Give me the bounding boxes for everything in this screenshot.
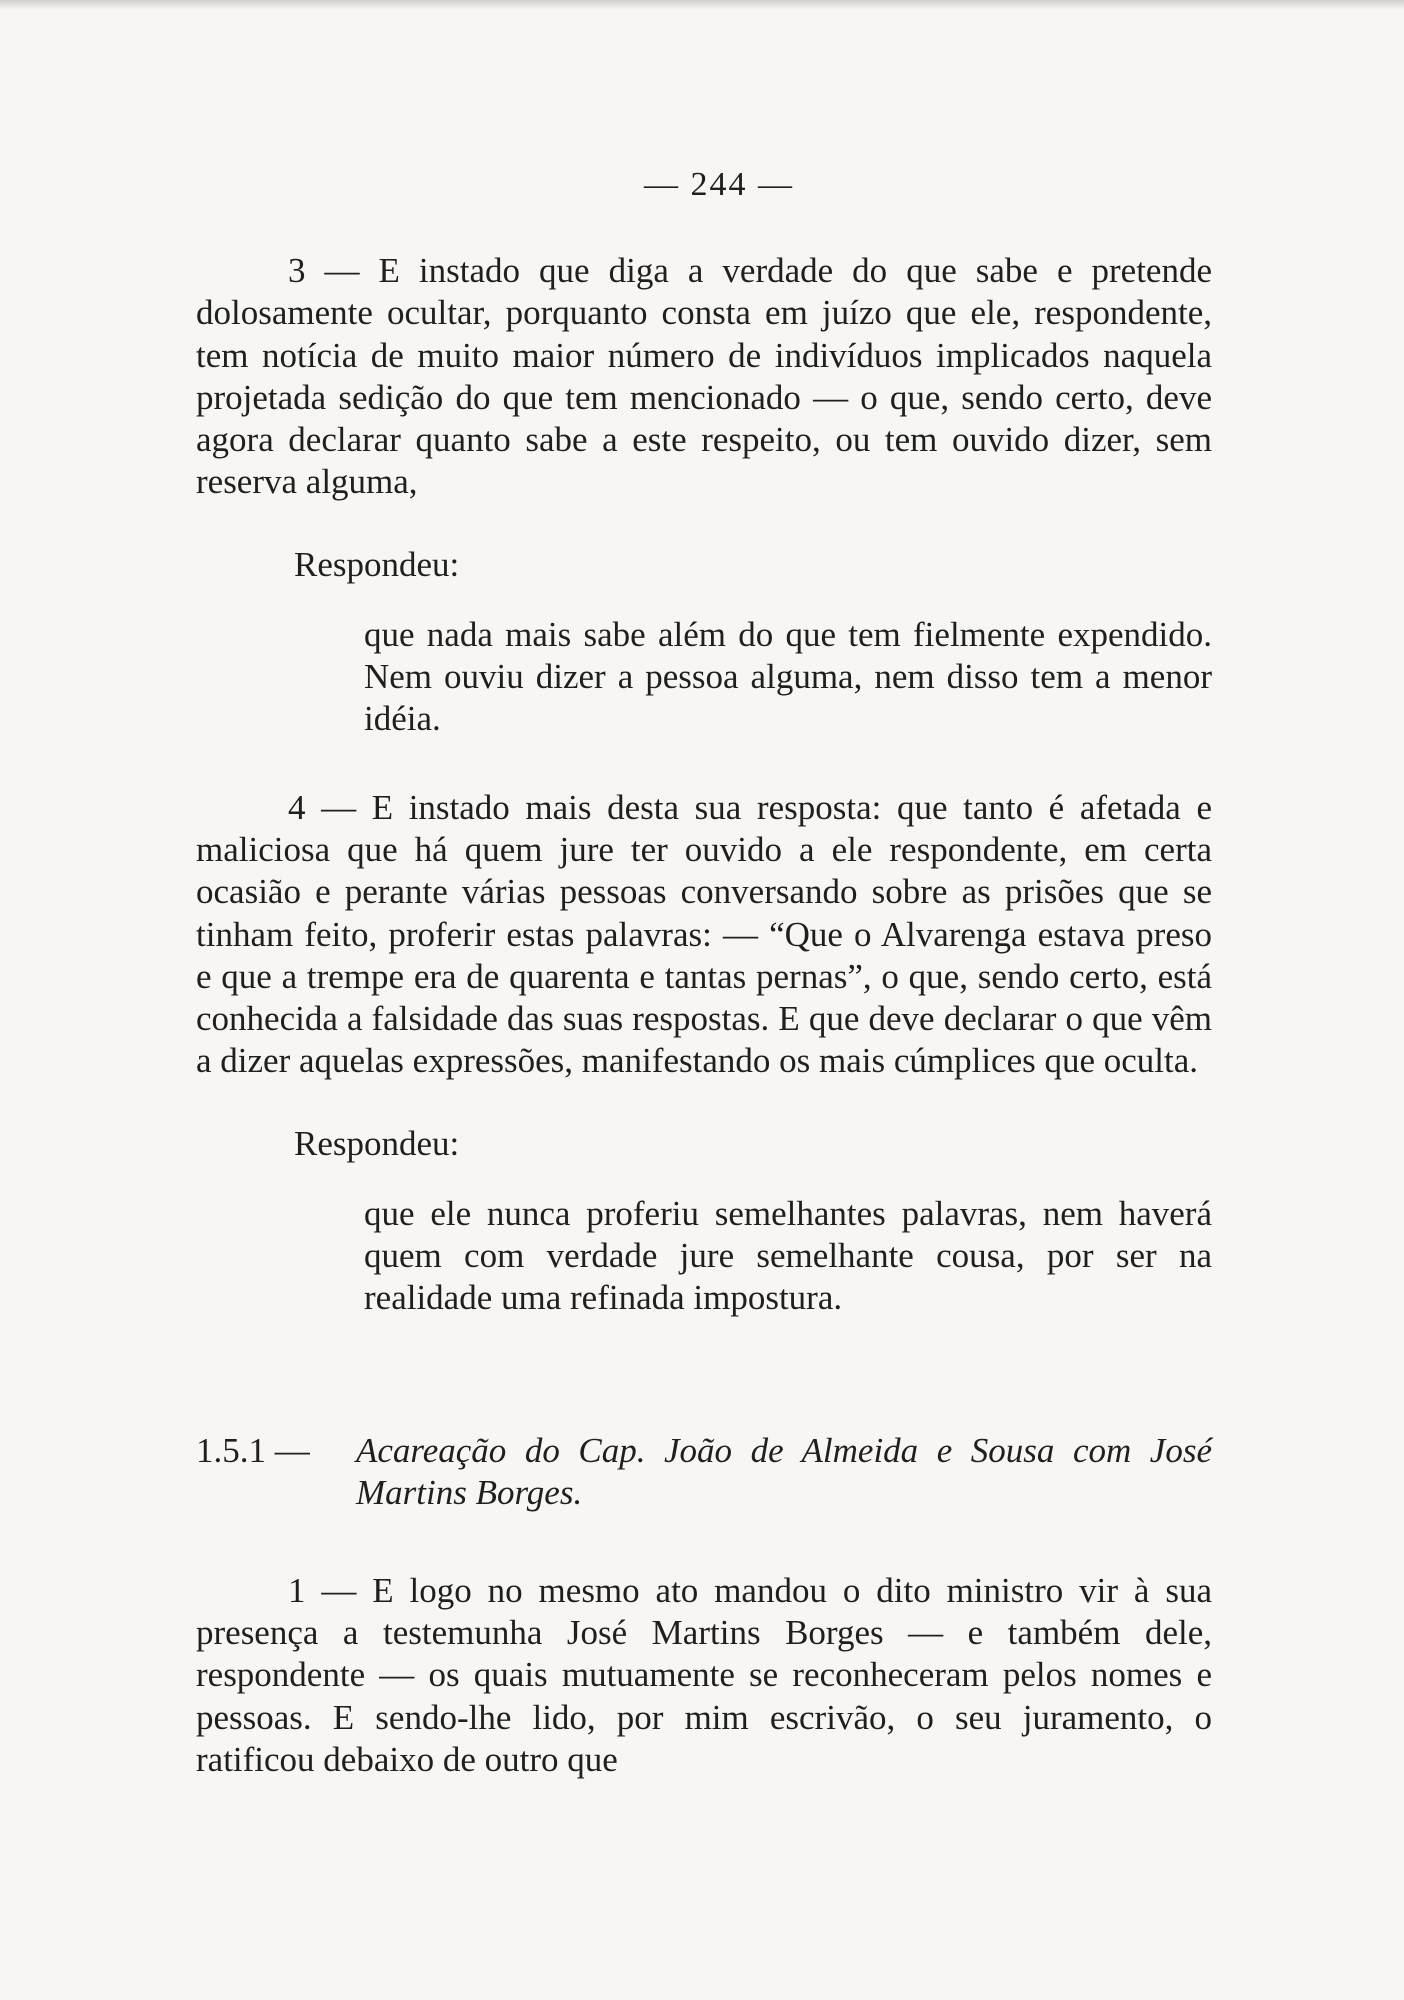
answer-3-paragraph: que nada mais sabe além do que tem fielmente expendido. Nem ouviu dizer a pessoa alguma, nem disso tem a menor idéia. (364, 614, 1212, 739)
page-number: — 244 — (644, 166, 794, 203)
scan-top-edge (0, 0, 1404, 10)
response-label-1: Respondeu: (294, 544, 460, 584)
response-label-2: Respondeu: (294, 1123, 460, 1163)
section-title: Acareação do Cap. João de Almeida e Sousa com José Martins Borges. (356, 1430, 1212, 1512)
answer-4-paragraph: que ele nunca proferiu semelhantes palavras, nem haverá quem com verdade jure semelhante cousa, por ser na realidade uma refinada impostura. (364, 1193, 1212, 1318)
question-3-paragraph: 3 — E instado que diga a verdade do que sabe e pretende dolosamente ocultar, porquanto consta em juízo que ele, respondente, tem notícia de muito maior número de indivíduos implicados naquela projetada sedição do que tem mencionado — o que, sendo certo, deve agora declarar quanto sabe a este respeito, ou tem ouvido dizer, sem reserva alguma, (196, 251, 1212, 502)
question-1-paragraph: 1 — E logo no mesmo ato mandou o dito ministro vir à sua presença a testemunha José Martins Borges — e também dele, respondente — os quais mutuamente se reconheceram pelos nomes e pessoas. E sendo-lhe lido, por mim escrivão, o seu juramento, o ratificou debaixo de outro que (196, 1570, 1212, 1779)
question-4-paragraph: 4 — E instado mais desta sua resposta: que tanto é afetada e maliciosa que há quem jure ter ouvido a ele respondente, em certa ocasião e perante várias pessoas conversando sobre as prisões que se tinham feito, proferir estas palavras: — “Que o Alvarenga estava preso e que a trempe era de quarenta e tantas pernas”, o que, sendo certo, está conhecida a falsidade das suas respostas. E que deve declarar o que vêm a dizer aquelas expressões, manifestando os mais cúmplices que oculta. (196, 787, 1212, 1081)
section-number: 1.5.1 — (196, 1430, 310, 1470)
document-page (196, 166, 1212, 1781)
section-heading (196, 1430, 1212, 1514)
